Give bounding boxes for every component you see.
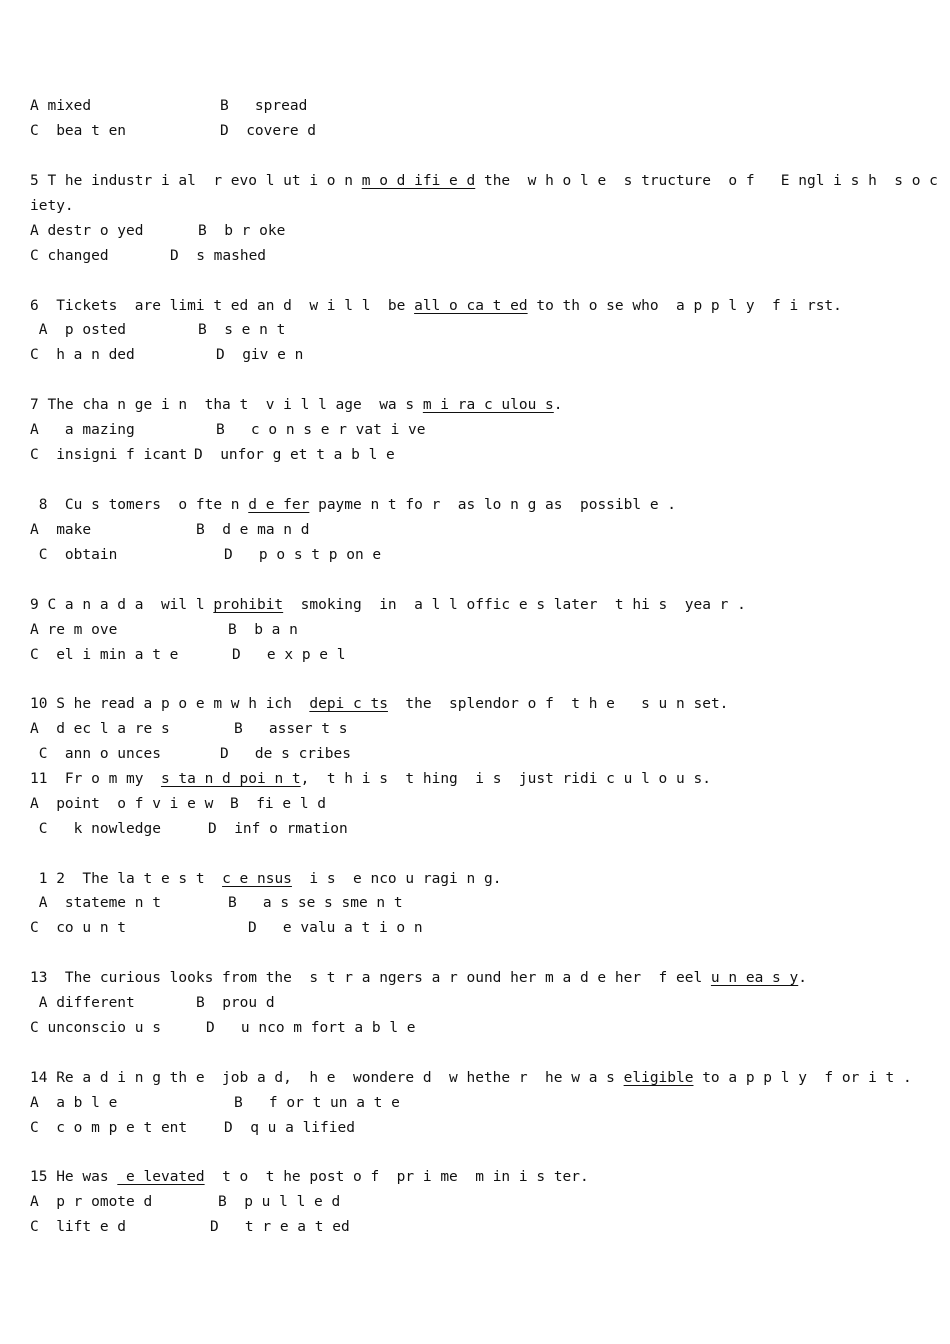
q5-stem-post: the w h o l e s tructure o f E ngl i s h s o c	[475, 173, 938, 189]
q14-option-d: D q u a lified	[224, 1120, 355, 1136]
q11-stem-post: , t h i s t hing i s just ridi c u l o u s.	[300, 771, 711, 787]
q12-option-b: B a s se s sme n t	[228, 895, 403, 911]
q10-target-word: depi c ts	[309, 696, 388, 712]
q14-option-a: A a b l e	[30, 1095, 118, 1111]
q7-option-a: A a mazing	[30, 422, 135, 438]
q6-option-d: D giv e n	[216, 347, 304, 363]
q15-target-word: e levated	[117, 1169, 205, 1185]
q4-option-a: A mixed	[30, 98, 92, 114]
q10-stem	[30, 694, 728, 714]
q6-option-c: C h a n ded	[30, 347, 135, 363]
q12-stem-pre: 1 2 The la t e s t	[30, 871, 223, 887]
q10-option-a: A d ec l a re s	[30, 721, 170, 737]
q12-option-a: A stateme n t	[30, 895, 161, 911]
q5-option-c: C changed	[30, 248, 109, 264]
q8-option-b: B d e ma n d	[196, 522, 310, 538]
q7-target-word: m i ra c ulou s	[422, 397, 554, 413]
q13-stem-pre: 13 The curious looks from the s t r a ngers a r ound her m a d e her f eel	[30, 970, 711, 986]
q9-option-a: A re m ove	[30, 622, 118, 638]
q10-stem-pre: 10 S he read a p o e m w h ich	[30, 696, 310, 712]
q4-option-c: C bea t en	[30, 123, 127, 139]
q13-option-a: A different	[30, 995, 135, 1011]
q5-option-a: A destr o yed	[30, 223, 144, 239]
q7-option-d: D unfor g et t a b l e	[194, 447, 395, 463]
q6-stem-post: to th o se who a p p l y f i rst.	[527, 298, 842, 314]
q15-stem	[30, 1167, 589, 1187]
q13-stem-post: .	[798, 970, 807, 986]
q7-option-b: B c o n s e r vat i ve	[216, 422, 426, 438]
q10-option-b: B asser t s	[234, 721, 348, 737]
q14-option-b: B f or t un a t e	[234, 1095, 400, 1111]
q4-option-d: D covere d	[220, 123, 317, 139]
q5-option-b: B b r oke	[198, 223, 286, 239]
q15-option-d: D t r e a t ed	[210, 1219, 350, 1235]
q5-stem-pre: 5 T he industr i al r evo l ut i o n	[30, 173, 362, 189]
q15-option-b: B p u l l e d	[218, 1194, 341, 1210]
q12-option-c: C co u n t	[30, 920, 127, 936]
q8-target-word: d e fer	[248, 497, 310, 513]
q7-option-c: C insigni f icant	[30, 447, 188, 463]
q5-option-d: D s mashed	[170, 248, 267, 264]
q12-option-d: D e valu a t i o n	[248, 920, 423, 936]
q7-stem-pre: 7 The cha n ge i n tha t v i l l age wa s	[30, 397, 423, 413]
q12-stem-post: i s e nco u ragi n g.	[291, 871, 502, 887]
q5-stem-continued: iety.	[30, 198, 74, 214]
q14-stem-post: to a p p l y f or i t .	[693, 1070, 912, 1086]
q9-stem-post: smoking in a l l offic e s later t hi s yea r .	[283, 597, 746, 613]
q6-target-word: all o ca t ed	[414, 298, 528, 314]
q4-option-b: B spread	[220, 98, 308, 114]
q13-option-d: D u nco m fort a b l e	[206, 1020, 416, 1036]
q6-stem	[30, 296, 842, 316]
q14-stem-pre: 14 Re a d i n g th e job a d, h e wondere d w hethe r he w a s	[30, 1070, 624, 1086]
q14-option-c: C c o m p e t ent	[30, 1120, 188, 1136]
q10-option-c: C ann o unces	[30, 746, 161, 762]
q9-option-b: B b a n	[228, 622, 298, 638]
q8-stem	[30, 495, 676, 515]
q5-stem	[30, 171, 938, 191]
q11-target-word: s ta n d poi n t	[160, 771, 301, 787]
q8-option-a: A make	[30, 522, 92, 538]
q9-stem	[30, 595, 746, 615]
q7-stem-post: .	[553, 397, 563, 413]
q15-option-c: C lift e d	[30, 1219, 127, 1235]
q5-target-word: m o d ifi e d	[361, 173, 476, 189]
q8-option-d: D p o s t p on e	[224, 547, 382, 563]
q9-target-word: prohibit	[213, 597, 284, 613]
q11-stem-pre: 11 Fr o m my	[30, 771, 161, 787]
q15-stem-pre: 15 He was	[30, 1169, 118, 1185]
q6-option-b: B s e n t	[198, 322, 286, 338]
q11-option-b: B fi e l d	[230, 796, 327, 812]
q8-option-c: C obtain	[30, 547, 118, 563]
q11-stem	[30, 769, 711, 789]
q9-option-c: C el i min a t e	[30, 647, 179, 663]
q9-option-d: D e x p e l	[232, 647, 346, 663]
q11-option-c: C k nowledge	[30, 821, 161, 837]
q7-stem	[30, 395, 563, 415]
q8-stem-post: payme n t fo r as lo n g as possibl e .	[309, 497, 677, 513]
q13-target-word: u n ea s y	[710, 970, 799, 986]
q14-target-word: eligible	[623, 1070, 694, 1086]
q10-stem-post: the splendor o f t h e s u n set.	[387, 696, 729, 712]
q15-stem-post: t o t he post o f pr i me m in i s ter.	[204, 1169, 589, 1185]
q15-option-a: A p r omote d	[30, 1194, 153, 1210]
q12-target-word: c e nsus	[222, 871, 292, 887]
q6-stem-pre: 6 Tickets are limi t ed an d w i l l be	[30, 298, 415, 314]
q13-option-c: C unconscio u s	[30, 1020, 161, 1036]
q8-stem-pre: 8 Cu s tomers o fte n	[30, 497, 249, 513]
q12-stem	[30, 869, 501, 889]
q9-stem-pre: 9 C a n a d a wil l	[30, 597, 214, 613]
q11-option-d: D inf o rmation	[208, 821, 348, 837]
q11-option-a: A point o f v i e w	[30, 796, 214, 812]
q13-option-b: B prou d	[196, 995, 275, 1011]
q10-option-d: D de s cribes	[220, 746, 351, 762]
q13-stem	[30, 968, 807, 988]
q6-option-a: A p osted	[30, 322, 127, 338]
q14-stem	[30, 1068, 912, 1088]
